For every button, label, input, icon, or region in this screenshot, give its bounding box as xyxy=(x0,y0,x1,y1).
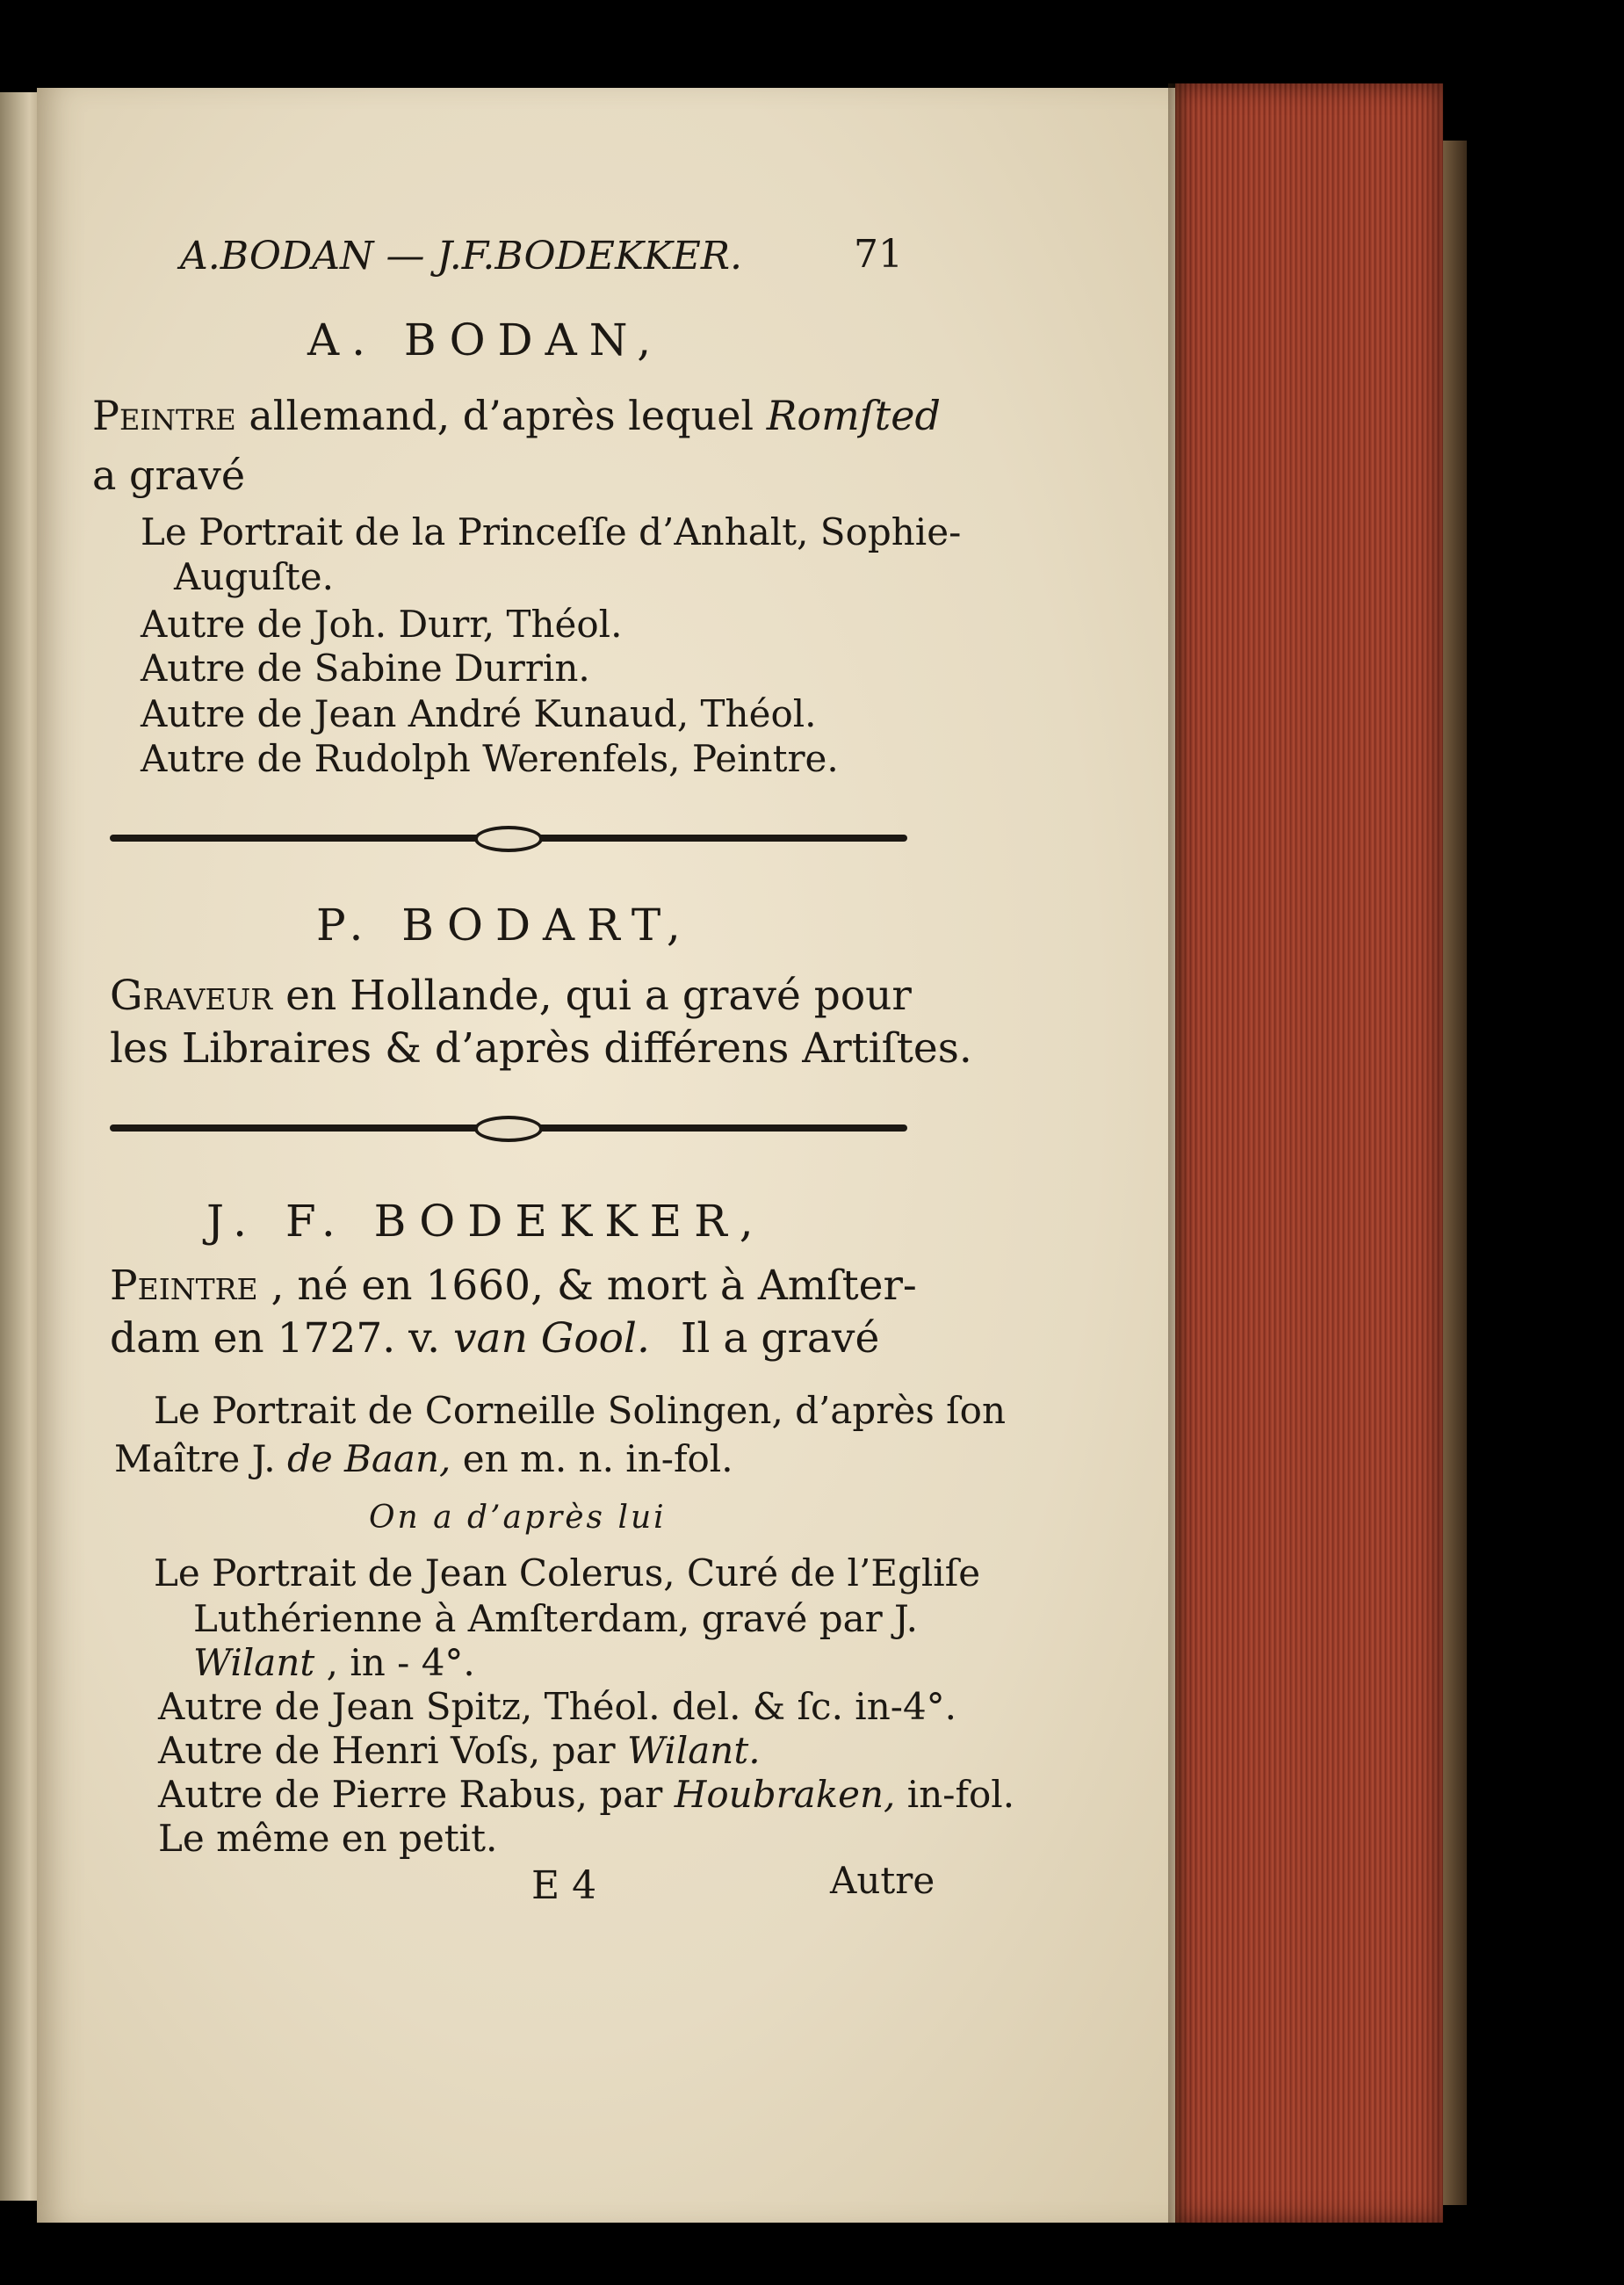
entry-body-line: a gravé xyxy=(92,452,246,499)
list-item: Luthérienne à Amſterdam, gravé par J. xyxy=(193,1597,918,1640)
entry-body-line: dam en 1727. v. van Gool. Il a gravé xyxy=(110,1314,880,1363)
list-item: Le même en petit. xyxy=(158,1817,498,1860)
list-item: Autre de Jean Spitz, Théol. del. & ſc. in-4°. xyxy=(158,1685,957,1728)
list-item: Maître J. de Baan, en m. n. in-fol. xyxy=(114,1437,733,1480)
list-item: Autre de Rudolph Werenfels, Peintre. xyxy=(141,737,839,780)
previous-page-edge xyxy=(0,92,42,2201)
list-item: Autre de Pierre Rabus, par Houbraken, in-fol. xyxy=(158,1773,1015,1816)
rule-ornament xyxy=(474,1116,543,1142)
list-item: Autre de Joh. Durr, Théol. xyxy=(141,603,623,646)
running-title: A.BODAN — J.F.BODEKKER. xyxy=(180,234,742,278)
subheading: On a d’après lui xyxy=(369,1500,667,1536)
page-number: 71 xyxy=(854,232,903,277)
gutter-shadow xyxy=(1168,83,1187,2223)
catchword: Autre xyxy=(830,1859,935,1902)
entry-name: J. F. BODEKKER, xyxy=(206,1196,766,1247)
list-item: Le Portrait de Corneille Solingen, d’après ſon xyxy=(154,1389,1007,1432)
signature-mark: E 4 xyxy=(531,1863,597,1908)
list-item: Wilant , in - 4°. xyxy=(193,1641,475,1684)
list-item: Auguſte. xyxy=(174,555,334,598)
entry-body: Peintre , né en 1660, & mort à Amſter- xyxy=(110,1262,917,1310)
list-item: Autre de Jean André Kunaud, Théol. xyxy=(141,692,817,735)
list-item: Le Portrait de la Princeſſe d’Anhalt, Sophie- xyxy=(141,510,962,553)
entry-body-line: les Libraires & d’après différens Artiſtes. xyxy=(110,1024,972,1073)
list-item: Autre de Henri Voſs, par Wilant. xyxy=(158,1729,761,1772)
list-item: Le Portrait de Jean Colerus, Curé de l’Egliſe xyxy=(154,1551,981,1594)
entry-name: A. BODAN, xyxy=(307,315,664,365)
page-block-red-edge xyxy=(1175,83,1443,2223)
entry-body: Peintre allemand, d’après lequel Romſted xyxy=(92,392,941,439)
entry-body: Graveur en Hollande, qui a gravé pour xyxy=(110,972,912,1020)
rule-ornament xyxy=(474,826,543,852)
entry-name: P. BODART, xyxy=(316,900,693,951)
list-item: Autre de Sabine Durrin. xyxy=(141,647,590,690)
